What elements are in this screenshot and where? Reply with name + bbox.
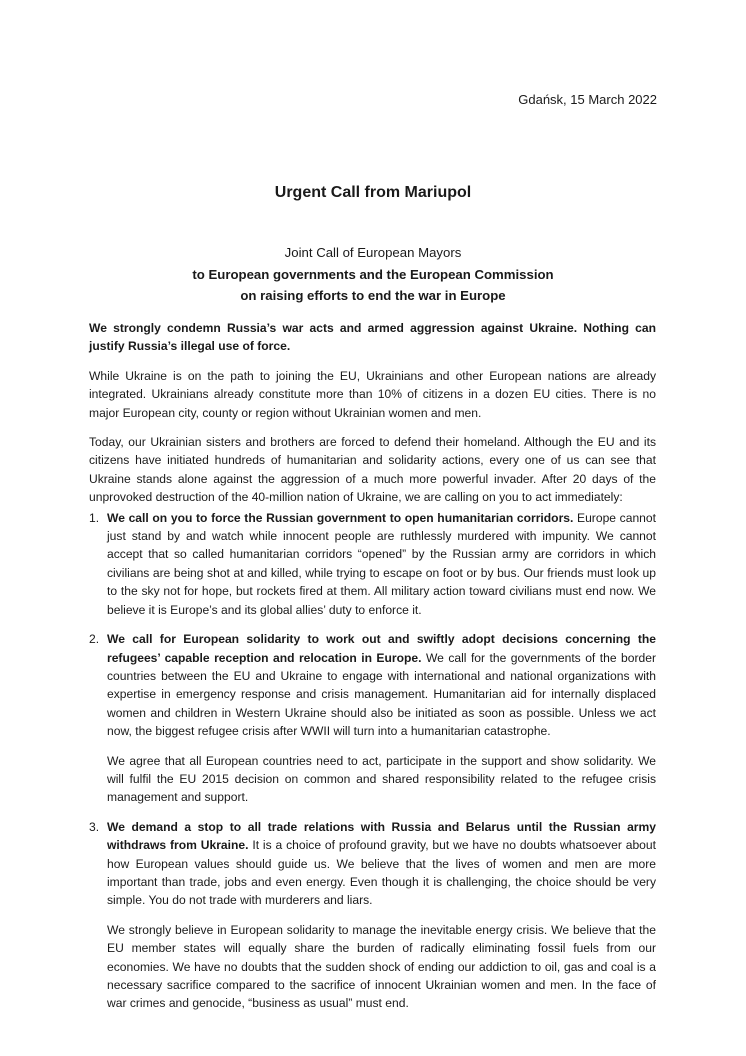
demand-heading: We call for European solidarity to work out and swiftly adopt decisions concerning the refugees’ capable reception and relocation in Europe. <box>107 632 656 665</box>
demand-number: 3. <box>89 819 100 834</box>
demand-text: Europe cannot just stand by and watch while innocent people are ruthlessly murdered with impunity. We cannot accept that so called humanitarian corridors “opened” by the Russian army are corridors in which civilians are being shot at and killed, while trying to escape on foot or by bus. Our friends must look up to the sky not for hope, but rockets fired at them. All military action toward civilians must end now. We believe it is Europe’s and its global allies’ duty to enforce it. <box>107 510 656 617</box>
demand-text: We call for the governments of the border countries between the EU and Ukraine to engage with international and national organizations with expertise in emergency response and crisis management. Humanitarian aid for internally displaced women and children in Western Ukraine should also be initiated as soon as possible. Unless we act now, the biggest refugee crisis after WWII will turn into a humanitarian catastrophe. <box>107 650 656 739</box>
body-paragraph-2: Today, our Ukrainian sisters and brothers are forced to defend their homeland. Although the EU and its citizens have initiated hundreds of humanitarian and solidarity actions, every one of us can see that Ukraine stands alone against the aggression of a much more powerful invader. After 20 days of the unprovoked destruction of the 40-million nation of Ukraine, we are calling on you to act immediately: <box>89 435 656 505</box>
demand-item-2 <box>89 630 656 807</box>
demand-heading: We demand a stop to all trade relations with Russia and Belarus until the Russian army withdraws from Ukraine. <box>107 819 656 853</box>
document-body <box>89 319 656 1024</box>
demand-follow-paragraph: We strongly believe in European solidarity to manage the inevitable energy crisis. We believe that the EU member states will equally share the burden of radically eliminating fossil fuels from our economies. We have no doubts that the sudden shock of ending our addiction to oil, gas and coal is a necessary sacrifice compared to the sacrifice of innocent Ukrainian women and men. In the face of war crimes and genocide, “business as usual” must end. <box>107 922 656 1011</box>
demand-item-1 <box>89 509 656 619</box>
document-title: Urgent Call from Mariupol <box>274 184 472 201</box>
demand-number: 2. <box>89 632 100 647</box>
lead-paragraph: We strongly condemn Russia’s war acts and armed aggression against Ukraine. Nothing can justify Russia’s illegal use of force. <box>89 321 656 354</box>
subtitle-line-1: Joint Call of European Mayors <box>284 245 462 260</box>
demand-paragraph <box>107 818 656 910</box>
demand-heading: We call on you to force the Russian government to open humanitarian corridors. <box>107 510 574 525</box>
demand-number: 1. <box>89 510 100 525</box>
demand-paragraph <box>107 509 656 619</box>
demand-item-3 <box>89 818 656 1013</box>
body-paragraph-1: While Ukraine is on the path to joining the EU, Ukrainians and other European nations are already integrated. Ukrainians already constitute more than 10% of citizens in a dozen EU cities. There is no major European city, county or region without Ukrainian women and men. <box>89 368 656 420</box>
document-date: Gdańsk, 15 March 2022 <box>518 92 657 107</box>
demands-list <box>89 509 656 1013</box>
demand-follow-paragraph: We agree that all European countries need to act, participate in the support and show solidarity. We will fulfil the EU 2015 decision on common and shared responsibility related to the refugee crisis management and support. <box>107 753 656 805</box>
document-subtitle <box>0 242 746 307</box>
demand-text: It is a choice of profound gravity, but we have no doubts whatsoever about how European values should guide us. We believe that the lives of women and men are more important than trade, jobs and even energy. Even though it is challenging, the choice should be very simple. You do not trade with murderers and liars. <box>107 838 656 908</box>
subtitle-line-3: on raising efforts to end the war in Europe <box>240 288 506 303</box>
demand-paragraph <box>107 630 656 740</box>
subtitle-line-2: to European governments and the European Commission <box>192 266 554 282</box>
